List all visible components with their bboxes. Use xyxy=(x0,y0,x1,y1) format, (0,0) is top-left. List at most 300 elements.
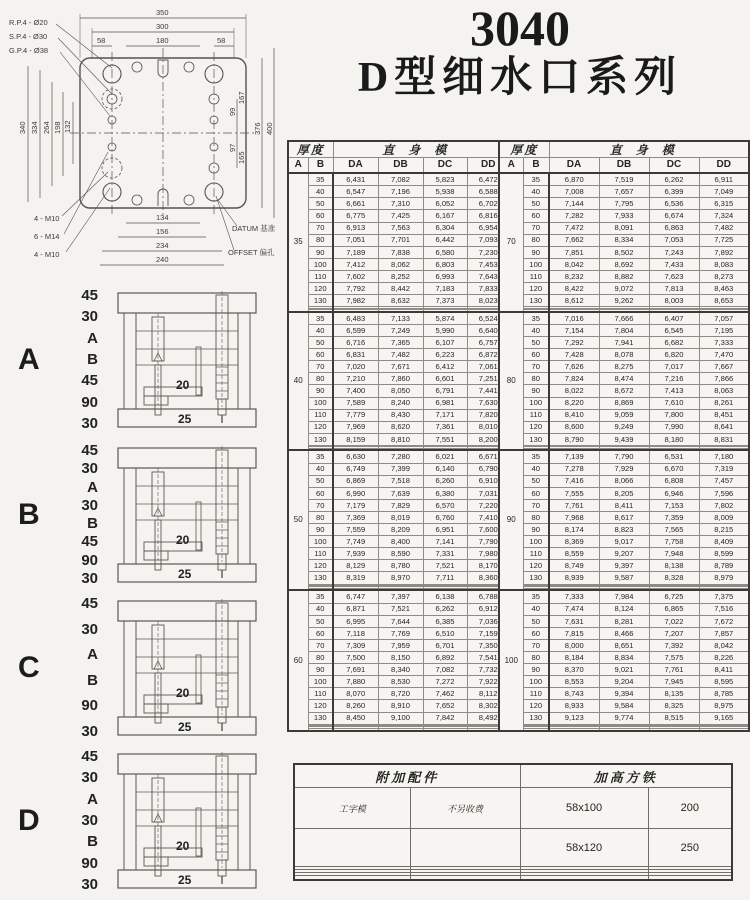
price-cell-dc: 7,053 xyxy=(649,234,699,246)
price-cell-db: 8,651 xyxy=(599,639,649,651)
accessory-cell: 不另收费 xyxy=(410,788,520,829)
price-cell-db: 9,774 xyxy=(599,712,649,724)
price-cell-da: 8,553 xyxy=(549,676,599,688)
price-cell-dd: 8,975 xyxy=(699,700,749,712)
price-cell-dd: 6,911 xyxy=(699,173,749,186)
plate-dim-label: A xyxy=(87,791,98,808)
thickness-b-value: 35 xyxy=(308,590,333,603)
price-cell-dc: 6,140 xyxy=(423,463,467,475)
inner-dim-20: 20 xyxy=(176,378,190,392)
price-cell-db: 8,050 xyxy=(378,385,423,397)
price-cell-dd: 7,410 xyxy=(467,511,510,523)
thickness-b-value: 80 xyxy=(308,652,333,664)
price-cell-dc: 8,180 xyxy=(649,433,699,445)
price-cell-dc: 7,948 xyxy=(649,548,699,560)
empty-cell xyxy=(410,876,520,880)
price-cell-da: 8,370 xyxy=(549,664,599,676)
price-cell-da: 7,428 xyxy=(549,349,599,361)
header-riser-block: 加高方铁 xyxy=(520,764,732,788)
plate-dim-label: 30 xyxy=(81,308,98,325)
price-cell-db: 7,929 xyxy=(599,463,649,475)
price-cell-da: 7,851 xyxy=(549,246,599,258)
empty-cell xyxy=(649,728,699,731)
thickness-b-value: 80 xyxy=(308,511,333,523)
plate-dim-label: 30 xyxy=(81,621,98,638)
dim-99: 99 xyxy=(228,107,237,116)
price-cell-dd: 7,790 xyxy=(467,536,510,548)
price-cell-db: 7,984 xyxy=(599,590,649,603)
price-cell-da: 7,626 xyxy=(549,361,599,373)
price-cell-db: 8,502 xyxy=(599,246,649,258)
thickness-b-value: 100 xyxy=(308,397,333,409)
price-cell-dd: 7,093 xyxy=(467,234,510,246)
empty-cell xyxy=(378,728,423,731)
price-cell-db: 8,474 xyxy=(599,373,649,385)
price-cell-dc: 7,082 xyxy=(423,664,467,676)
price-cell-dc: 6,412 xyxy=(423,361,467,373)
price-cell-dd: 7,833 xyxy=(467,283,510,295)
price-cell-db: 8,466 xyxy=(599,627,649,639)
price-cell-da: 7,416 xyxy=(549,475,599,487)
price-cell-dd: 8,653 xyxy=(699,295,749,307)
diagram-letter-d: D xyxy=(18,804,40,837)
thickness-b-value: 70 xyxy=(308,639,333,651)
price-cell-db: 8,240 xyxy=(378,397,423,409)
price-cell-dd: 7,802 xyxy=(699,499,749,511)
diagram-dim-labels xyxy=(52,593,100,743)
price-cell-da: 6,747 xyxy=(333,590,378,603)
price-cell-db: 7,933 xyxy=(599,210,649,222)
price-cell-dd: 8,023 xyxy=(467,295,510,307)
price-cell-dd: 8,010 xyxy=(467,421,510,433)
header-thickness: 厚度 xyxy=(288,141,333,158)
thickness-b-value: 50 xyxy=(523,337,549,349)
price-cell-da: 6,831 xyxy=(333,349,378,361)
price-cell-dc: 7,243 xyxy=(649,246,699,258)
empty-cell xyxy=(599,728,649,731)
thickness-b-value: 90 xyxy=(308,664,333,676)
price-cell-da: 8,174 xyxy=(549,524,599,536)
thickness-b-value: 35 xyxy=(523,590,549,603)
price-cell-dc: 8,138 xyxy=(649,560,699,572)
price-cell-da: 7,792 xyxy=(333,283,378,295)
thickness-b-value: 50 xyxy=(308,337,333,349)
price-cell-da: 7,662 xyxy=(549,234,599,246)
price-cell-dd: 8,831 xyxy=(699,433,749,445)
price-cell-db: 8,334 xyxy=(599,234,649,246)
price-cell-db: 7,365 xyxy=(378,337,423,349)
price-cell-dc: 7,359 xyxy=(649,511,699,523)
price-cell-dc: 6,385 xyxy=(423,615,467,627)
price-cell-dd: 7,375 xyxy=(699,590,749,603)
price-cell-dc: 6,820 xyxy=(649,349,699,361)
price-cell-db: 8,632 xyxy=(378,295,423,307)
price-cell-dc: 7,610 xyxy=(649,397,699,409)
price-cell-db: 8,620 xyxy=(378,421,423,433)
price-cell-dd: 7,732 xyxy=(467,664,510,676)
price-cell-da: 7,602 xyxy=(333,270,378,282)
price-cell-db: 8,442 xyxy=(378,283,423,295)
plate-dim-label: 45 xyxy=(81,442,98,459)
price-cell-db: 9,587 xyxy=(599,572,649,584)
price-cell-da: 7,559 xyxy=(333,524,378,536)
thickness-b-value: 120 xyxy=(523,421,549,433)
price-cell-dd: 7,036 xyxy=(467,615,510,627)
thickness-b-value: 60 xyxy=(523,487,549,499)
price-cell-dd: 6,757 xyxy=(467,337,510,349)
header-col-db: DB xyxy=(599,158,649,174)
price-cell-da: 9,123 xyxy=(549,712,599,724)
price-cell-dd: 7,324 xyxy=(699,210,749,222)
price-cell-db: 8,672 xyxy=(599,385,649,397)
thickness-b-value: 90 xyxy=(523,524,549,536)
price-cell-dd: 7,667 xyxy=(699,361,749,373)
price-cell-db: 7,397 xyxy=(378,590,423,603)
thickness-b-value: 90 xyxy=(523,664,549,676)
header-additional-accessories: 附加配件 xyxy=(294,764,520,788)
price-cell-dd: 7,453 xyxy=(467,258,510,270)
thickness-b-value: 110 xyxy=(523,270,549,282)
price-cell-db: 7,521 xyxy=(378,603,423,615)
thickness-b-value: 120 xyxy=(308,560,333,572)
plate-dim-label: B xyxy=(87,833,98,850)
plate-dim-label: 45 xyxy=(81,533,98,550)
price-cell-db: 7,671 xyxy=(378,361,423,373)
price-cell-db: 9,584 xyxy=(599,700,649,712)
empty-cell xyxy=(648,876,732,880)
price-cell-dd: 7,049 xyxy=(699,186,749,198)
price-cell-dd: 7,672 xyxy=(699,615,749,627)
diagram-letter-c: C xyxy=(18,651,40,684)
plate-dim-label: 90 xyxy=(81,697,98,714)
price-cell-dc: 6,892 xyxy=(423,652,467,664)
dim-58-left: 58 xyxy=(97,36,106,45)
price-cell-db: 8,869 xyxy=(599,397,649,409)
price-cell-db: 7,795 xyxy=(599,198,649,210)
price-cell-dd: 7,922 xyxy=(467,676,510,688)
thickness-b-value: 35 xyxy=(308,450,333,463)
mold-section-drawing xyxy=(104,595,270,741)
thickness-b-value: 130 xyxy=(523,572,549,584)
price-cell-da: 7,691 xyxy=(333,664,378,676)
thickness-b-value: 70 xyxy=(523,361,549,373)
price-cell-dc: 6,531 xyxy=(649,450,699,463)
price-cell-dc: 6,052 xyxy=(423,198,467,210)
price-cell-dd: 7,220 xyxy=(467,499,510,511)
price-cell-dd: 8,789 xyxy=(699,560,749,572)
thickness-b-value: 110 xyxy=(523,688,549,700)
diagram-letter-a: A xyxy=(18,343,40,376)
price-cell-dc: 7,216 xyxy=(649,373,699,385)
price-cell-da: 6,990 xyxy=(333,487,378,499)
thickness-a-value: 80 xyxy=(499,312,523,451)
price-cell-dc: 6,791 xyxy=(423,385,467,397)
plate-dim-label: B xyxy=(87,515,98,532)
price-cell-da: 8,410 xyxy=(549,409,599,421)
diagram-dim-labels xyxy=(52,746,100,896)
price-cell-dd: 7,180 xyxy=(699,450,749,463)
price-cell-db: 7,769 xyxy=(378,627,423,639)
price-cell-da: 7,369 xyxy=(333,511,378,523)
page-title-series: D型细水口系列 xyxy=(357,55,683,101)
callout-rp: R.P.4 - Ø20 xyxy=(9,18,48,27)
price-cell-da: 7,333 xyxy=(549,590,599,603)
price-cell-dd: 7,441 xyxy=(467,385,510,397)
price-cell-db: 9,439 xyxy=(599,433,649,445)
price-cell-da: 8,260 xyxy=(333,700,378,712)
price-cell-da: 7,210 xyxy=(333,373,378,385)
spec-table-left xyxy=(287,140,509,732)
price-cell-db: 7,959 xyxy=(378,639,423,651)
thickness-b-value: 110 xyxy=(308,688,333,700)
price-cell-db: 8,834 xyxy=(599,652,649,664)
price-cell-dd: 7,725 xyxy=(699,234,749,246)
price-cell-dc: 6,407 xyxy=(649,312,699,325)
thickness-b-value: 130 xyxy=(523,712,549,724)
price-cell-db: 7,657 xyxy=(599,186,649,198)
price-cell-dc: 6,570 xyxy=(423,499,467,511)
dim-167: 167 xyxy=(237,91,246,104)
price-cell-dd: 7,643 xyxy=(467,270,510,282)
price-cell-dd: 6,671 xyxy=(467,450,510,463)
thickness-b-value: 70 xyxy=(523,222,549,234)
price-cell-dd: 8,063 xyxy=(699,385,749,397)
price-cell-da: 7,982 xyxy=(333,295,378,307)
price-cell-dc: 7,990 xyxy=(649,421,699,433)
plate-dim-label: A xyxy=(87,330,98,347)
price-cell-da: 7,020 xyxy=(333,361,378,373)
price-cell-db: 9,072 xyxy=(599,283,649,295)
price-cell-db: 7,425 xyxy=(378,210,423,222)
mold-type-diagram-a xyxy=(12,285,274,435)
thickness-b-value: 110 xyxy=(308,270,333,282)
price-cell-da: 7,880 xyxy=(333,676,378,688)
accessories-table-grid xyxy=(293,763,733,881)
price-cell-da: 6,749 xyxy=(333,463,378,475)
price-cell-da: 8,450 xyxy=(333,712,378,724)
price-cell-da: 6,483 xyxy=(333,312,378,325)
price-cell-dc: 7,413 xyxy=(649,385,699,397)
header-col-b: B xyxy=(523,158,549,174)
price-cell-dd: 6,315 xyxy=(699,198,749,210)
price-cell-dd: 8,009 xyxy=(699,511,749,523)
header-col-dd: DD xyxy=(699,158,749,174)
label-datum: DATUM 基准 xyxy=(232,224,276,233)
label-6m14: 6 - M14 xyxy=(34,232,60,241)
empty-cell xyxy=(520,876,648,880)
price-cell-dd: 8,463 xyxy=(699,283,749,295)
thickness-b-value: 100 xyxy=(523,536,549,548)
price-cell-db: 8,400 xyxy=(378,536,423,548)
price-cell-dc: 6,863 xyxy=(649,222,699,234)
price-cell-db: 7,519 xyxy=(599,173,649,186)
empty-cell xyxy=(410,829,520,867)
header-col-da: DA xyxy=(549,158,599,174)
price-cell-da: 8,042 xyxy=(549,258,599,270)
price-cell-db: 7,639 xyxy=(378,487,423,499)
dim-180: 180 xyxy=(156,36,169,45)
dim-264: 264 xyxy=(42,121,51,134)
price-cell-da: 7,631 xyxy=(549,615,599,627)
price-cell-dd: 8,226 xyxy=(699,652,749,664)
price-cell-da: 7,144 xyxy=(549,198,599,210)
price-cell-da: 7,139 xyxy=(549,450,599,463)
thickness-b-value: 120 xyxy=(308,283,333,295)
inner-dim-25: 25 xyxy=(178,720,192,734)
price-cell-dd: 6,912 xyxy=(467,603,510,615)
accessories-table xyxy=(293,763,731,881)
price-cell-dc: 6,262 xyxy=(649,173,699,186)
price-cell-da: 7,824 xyxy=(549,373,599,385)
price-cell-db: 8,411 xyxy=(599,499,649,511)
thickness-b-value: 40 xyxy=(523,603,549,615)
price-cell-db: 7,563 xyxy=(378,222,423,234)
thickness-b-value: 110 xyxy=(308,548,333,560)
price-cell-da: 6,913 xyxy=(333,222,378,234)
price-cell-dd: 6,640 xyxy=(467,324,510,336)
price-cell-dd: 8,451 xyxy=(699,409,749,421)
dim-400: 400 xyxy=(265,122,274,135)
price-cell-db: 7,701 xyxy=(378,234,423,246)
price-cell-dc: 7,207 xyxy=(649,627,699,639)
price-cell-dd: 7,541 xyxy=(467,652,510,664)
price-cell-db: 9,204 xyxy=(599,676,649,688)
price-cell-dc: 6,138 xyxy=(423,590,467,603)
accessory-cell: 58x120 xyxy=(520,829,648,867)
price-cell-dc: 6,760 xyxy=(423,511,467,523)
thickness-b-value: 80 xyxy=(523,652,549,664)
price-cell-dc: 7,462 xyxy=(423,688,467,700)
price-cell-da: 7,400 xyxy=(333,385,378,397)
accessory-cell: 200 xyxy=(648,788,732,829)
callout-gp: G.P.4 - Ø38 xyxy=(9,46,49,55)
price-cell-da: 8,743 xyxy=(549,688,599,700)
thickness-b-value: 120 xyxy=(523,560,549,572)
header-col-a: A xyxy=(288,158,308,174)
dim-334: 334 xyxy=(30,121,39,134)
thickness-b-value: 40 xyxy=(523,324,549,336)
price-cell-dd: 7,482 xyxy=(699,222,749,234)
price-cell-da: 6,431 xyxy=(333,173,378,186)
price-cell-dc: 6,808 xyxy=(649,475,699,487)
price-cell-dc: 8,325 xyxy=(649,700,699,712)
plate-dim-label: 30 xyxy=(81,415,98,432)
empty-cell xyxy=(423,728,467,731)
plate-dim-label: 90 xyxy=(81,552,98,569)
thickness-a-value: 50 xyxy=(288,450,308,590)
plate-dim-label: B xyxy=(87,672,98,689)
thickness-b-value: 120 xyxy=(523,700,549,712)
thickness-a-value: 60 xyxy=(288,590,308,731)
price-cell-db: 9,021 xyxy=(599,664,649,676)
plate-dim-label: 45 xyxy=(81,372,98,389)
price-cell-da: 7,969 xyxy=(333,421,378,433)
thickness-b-value: 70 xyxy=(308,361,333,373)
price-cell-dd: 7,820 xyxy=(467,409,510,421)
thickness-b-value: 100 xyxy=(523,258,549,270)
price-cell-dc: 7,272 xyxy=(423,676,467,688)
price-cell-da: 8,790 xyxy=(549,433,599,445)
inner-dim-25: 25 xyxy=(178,412,192,426)
accessory-cell: 58x100 xyxy=(520,788,648,829)
price-cell-dd: 7,457 xyxy=(699,475,749,487)
price-cell-db: 8,692 xyxy=(599,258,649,270)
dim-134: 134 xyxy=(156,213,169,222)
price-cell-dd: 8,599 xyxy=(699,548,749,560)
plate-dim-label: 90 xyxy=(81,855,98,872)
price-cell-dc: 6,304 xyxy=(423,222,467,234)
accessory-cell: 250 xyxy=(648,829,732,867)
price-cell-dd: 7,596 xyxy=(699,487,749,499)
price-cell-dc: 7,711 xyxy=(423,572,467,584)
price-cell-dc: 7,842 xyxy=(423,712,467,724)
thickness-b-value: 60 xyxy=(523,627,549,639)
spec-table-right xyxy=(498,140,748,732)
price-cell-da: 6,870 xyxy=(549,173,599,186)
price-cell-db: 9,207 xyxy=(599,548,649,560)
price-cell-db: 8,720 xyxy=(378,688,423,700)
thickness-b-value: 60 xyxy=(523,210,549,222)
price-cell-dc: 6,670 xyxy=(649,463,699,475)
price-cell-da: 6,661 xyxy=(333,198,378,210)
label-4m10-bottom: 4 - M10 xyxy=(34,250,60,259)
thickness-b-value: 50 xyxy=(523,475,549,487)
thickness-b-value: 40 xyxy=(308,463,333,475)
price-cell-da: 8,939 xyxy=(549,572,599,584)
price-cell-dd: 7,866 xyxy=(699,373,749,385)
price-cell-dd: 8,302 xyxy=(467,700,510,712)
price-cell-dd: 8,409 xyxy=(699,536,749,548)
price-cell-dd: 7,857 xyxy=(699,627,749,639)
dim-350: 350 xyxy=(156,8,169,17)
thickness-b-value: 100 xyxy=(308,536,333,548)
price-cell-da: 8,159 xyxy=(333,433,378,445)
dim-165: 165 xyxy=(237,151,246,164)
price-cell-dd: 6,524 xyxy=(467,312,510,325)
price-cell-dc: 8,003 xyxy=(649,295,699,307)
price-cell-dc: 7,183 xyxy=(423,283,467,295)
price-cell-db: 8,780 xyxy=(378,560,423,572)
price-cell-db: 7,482 xyxy=(378,349,423,361)
price-cell-db: 7,666 xyxy=(599,312,649,325)
price-cell-da: 7,779 xyxy=(333,409,378,421)
price-cell-db: 8,091 xyxy=(599,222,649,234)
thickness-b-value: 60 xyxy=(308,210,333,222)
thickness-b-value: 35 xyxy=(523,173,549,186)
price-cell-db: 8,252 xyxy=(378,270,423,282)
price-cell-dd: 7,516 xyxy=(699,603,749,615)
thickness-b-value: 90 xyxy=(523,385,549,397)
price-cell-da: 7,154 xyxy=(549,324,599,336)
price-cell-da: 7,589 xyxy=(333,397,378,409)
price-cell-dc: 6,701 xyxy=(423,639,467,651)
price-cell-da: 7,309 xyxy=(333,639,378,651)
price-cell-dc: 6,981 xyxy=(423,397,467,409)
plate-dim-label: 30 xyxy=(81,497,98,514)
price-cell-da: 8,022 xyxy=(549,385,599,397)
price-cell-dd: 8,042 xyxy=(699,639,749,651)
price-cell-da: 7,412 xyxy=(333,258,378,270)
price-cell-dd: 6,910 xyxy=(467,475,510,487)
price-cell-da: 8,559 xyxy=(549,548,599,560)
thickness-b-value: 35 xyxy=(308,312,333,325)
thickness-b-value: 100 xyxy=(308,258,333,270)
price-cell-dc: 6,601 xyxy=(423,373,467,385)
price-cell-da: 7,016 xyxy=(549,312,599,325)
price-cell-db: 7,860 xyxy=(378,373,423,385)
price-cell-dc: 6,021 xyxy=(423,450,467,463)
diagram-letter-b: B xyxy=(18,498,40,531)
